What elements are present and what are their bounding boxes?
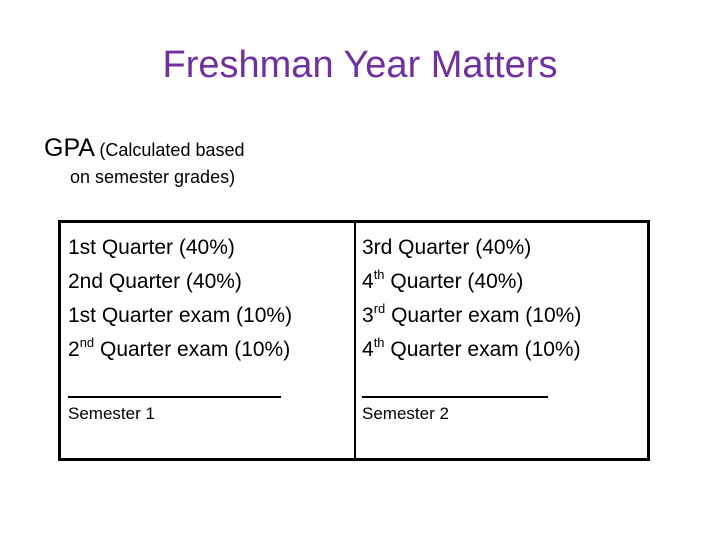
grade-row: 2nd Quarter (40%) — [68, 270, 242, 293]
grade-row: 2nd Quarter exam (10%) — [68, 335, 291, 361]
sum-rule — [362, 396, 548, 398]
gpa-label: GPA — [44, 134, 95, 162]
semester-table — [58, 220, 650, 461]
grade-row: 3rd Quarter exam (10%) — [362, 301, 582, 327]
semester-1-column — [68, 231, 292, 424]
grade-row: 1st Quarter exam (10%) — [68, 304, 293, 327]
grade-row: 4th Quarter exam (10%) — [362, 335, 581, 361]
semester-label: Semester 2 — [362, 404, 449, 423]
grade-row: 3rd Quarter (40%) — [362, 236, 532, 259]
grade-row: 1st Quarter (40%) — [68, 236, 235, 259]
sum-rule — [68, 396, 281, 398]
gpa-heading — [44, 134, 245, 163]
semester-2-column — [362, 231, 581, 424]
page-title: Freshman Year Matters — [162, 44, 558, 86]
gpa-note-line2: on semester grades) — [70, 167, 236, 187]
grade-row: 4th Quarter (40%) — [362, 267, 524, 293]
column-divider — [354, 223, 356, 458]
semester-label: Semester 1 — [68, 404, 155, 423]
gpa-note-line1: (Calculated based — [99, 140, 245, 160]
